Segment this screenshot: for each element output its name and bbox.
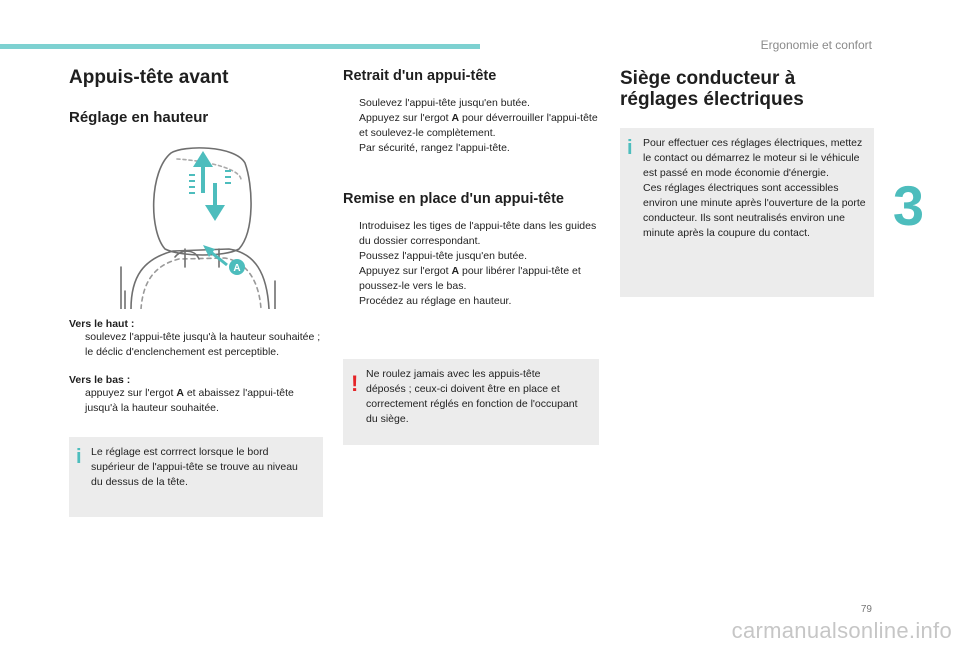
info-icon: i bbox=[76, 445, 82, 468]
info-note-electric bbox=[620, 128, 874, 297]
list-item: appuyez sur l'ergot A et abaissez l'appui-tête jusqu'à la hauteur souhaitée. bbox=[85, 386, 294, 414]
label-up: Vers le haut : bbox=[69, 317, 135, 330]
page-title: Appuis-tête avant bbox=[69, 67, 229, 88]
note-text-2: Ces réglages électriques sont accessibles environ une minute après l'ouverture de la porte conducteur. Ils sont neutralisés environ une minute après la coupure du contact. bbox=[643, 181, 866, 239]
headrest-figure bbox=[115, 141, 281, 309]
warning-icon: ! bbox=[351, 370, 359, 396]
title-removal: Retrait d'un appui-tête bbox=[343, 68, 497, 84]
note-text: Le réglage est corrrect lorsque le bord supérieur de l'appui-tête se trouve au niveau du dessus de la tête. bbox=[91, 445, 298, 488]
list-item: Par sécurité, rangez l'appui-tête. bbox=[359, 142, 510, 155]
header-accent-bar bbox=[0, 44, 480, 49]
label-down: Vers le bas : bbox=[69, 373, 131, 386]
warning-text: Ne roulez jamais avec les appuis-tête déposés ; ceux-ci doivent être en place et correctement réglés en fonction de l'occupant du siège. bbox=[366, 367, 578, 425]
list-item: Introduisez les tiges de l'appui-tête dans les guides du dossier correspondant. bbox=[359, 219, 597, 247]
column-removal bbox=[343, 60, 599, 445]
column-headrest-height bbox=[69, 60, 323, 517]
title-electric-seat-line2: réglages électriques bbox=[620, 89, 804, 111]
down-steps bbox=[69, 386, 323, 416]
column-electric-seat bbox=[620, 60, 874, 297]
up-steps bbox=[69, 330, 323, 360]
figure-label-a: A bbox=[233, 262, 241, 274]
page-number: 79 bbox=[860, 604, 872, 615]
reinstall-steps bbox=[343, 219, 599, 309]
warning-note bbox=[343, 359, 599, 445]
list-item: soulevez l'appui-tête jusqu'à la hauteur souhaitée ; le déclic d'enclenchement est perceptible. bbox=[85, 330, 321, 358]
title-reinstall: Remise en place d'un appui-tête bbox=[343, 191, 564, 208]
note-text-1: Pour effectuer ces réglages électriques, mettez le contact ou démarrez le moteur si le véhicule est passé en mode économie d'énergie. bbox=[643, 136, 863, 179]
list-item: Poussez l'appui-tête jusqu'en butée. bbox=[359, 249, 528, 262]
info-note-height bbox=[69, 437, 323, 517]
removal-steps bbox=[343, 96, 599, 156]
headrest-illustration bbox=[115, 141, 281, 309]
info-icon: i bbox=[627, 136, 633, 159]
section-title: Ergonomie et confort bbox=[760, 38, 872, 52]
watermark: carmanualsonline.info bbox=[731, 618, 952, 643]
list-item: Appuyez sur l'ergot A pour libérer l'appui-tête et poussez-le vers le bas. bbox=[359, 264, 581, 292]
list-item: Procédez au réglage en hauteur. bbox=[359, 294, 512, 307]
list-item: Soulevez l'appui-tête jusqu'en butée. bbox=[359, 97, 530, 110]
title-electric-seat-line1: Siège conducteur à bbox=[620, 68, 796, 89]
list-item: Appuyez sur l'ergot A pour déverrouiller l'appui-tête et soulevez-le complètement. bbox=[359, 112, 598, 140]
chapter-number: 3 bbox=[892, 174, 924, 237]
subtitle-height-adjustment: Réglage en hauteur bbox=[69, 108, 209, 126]
